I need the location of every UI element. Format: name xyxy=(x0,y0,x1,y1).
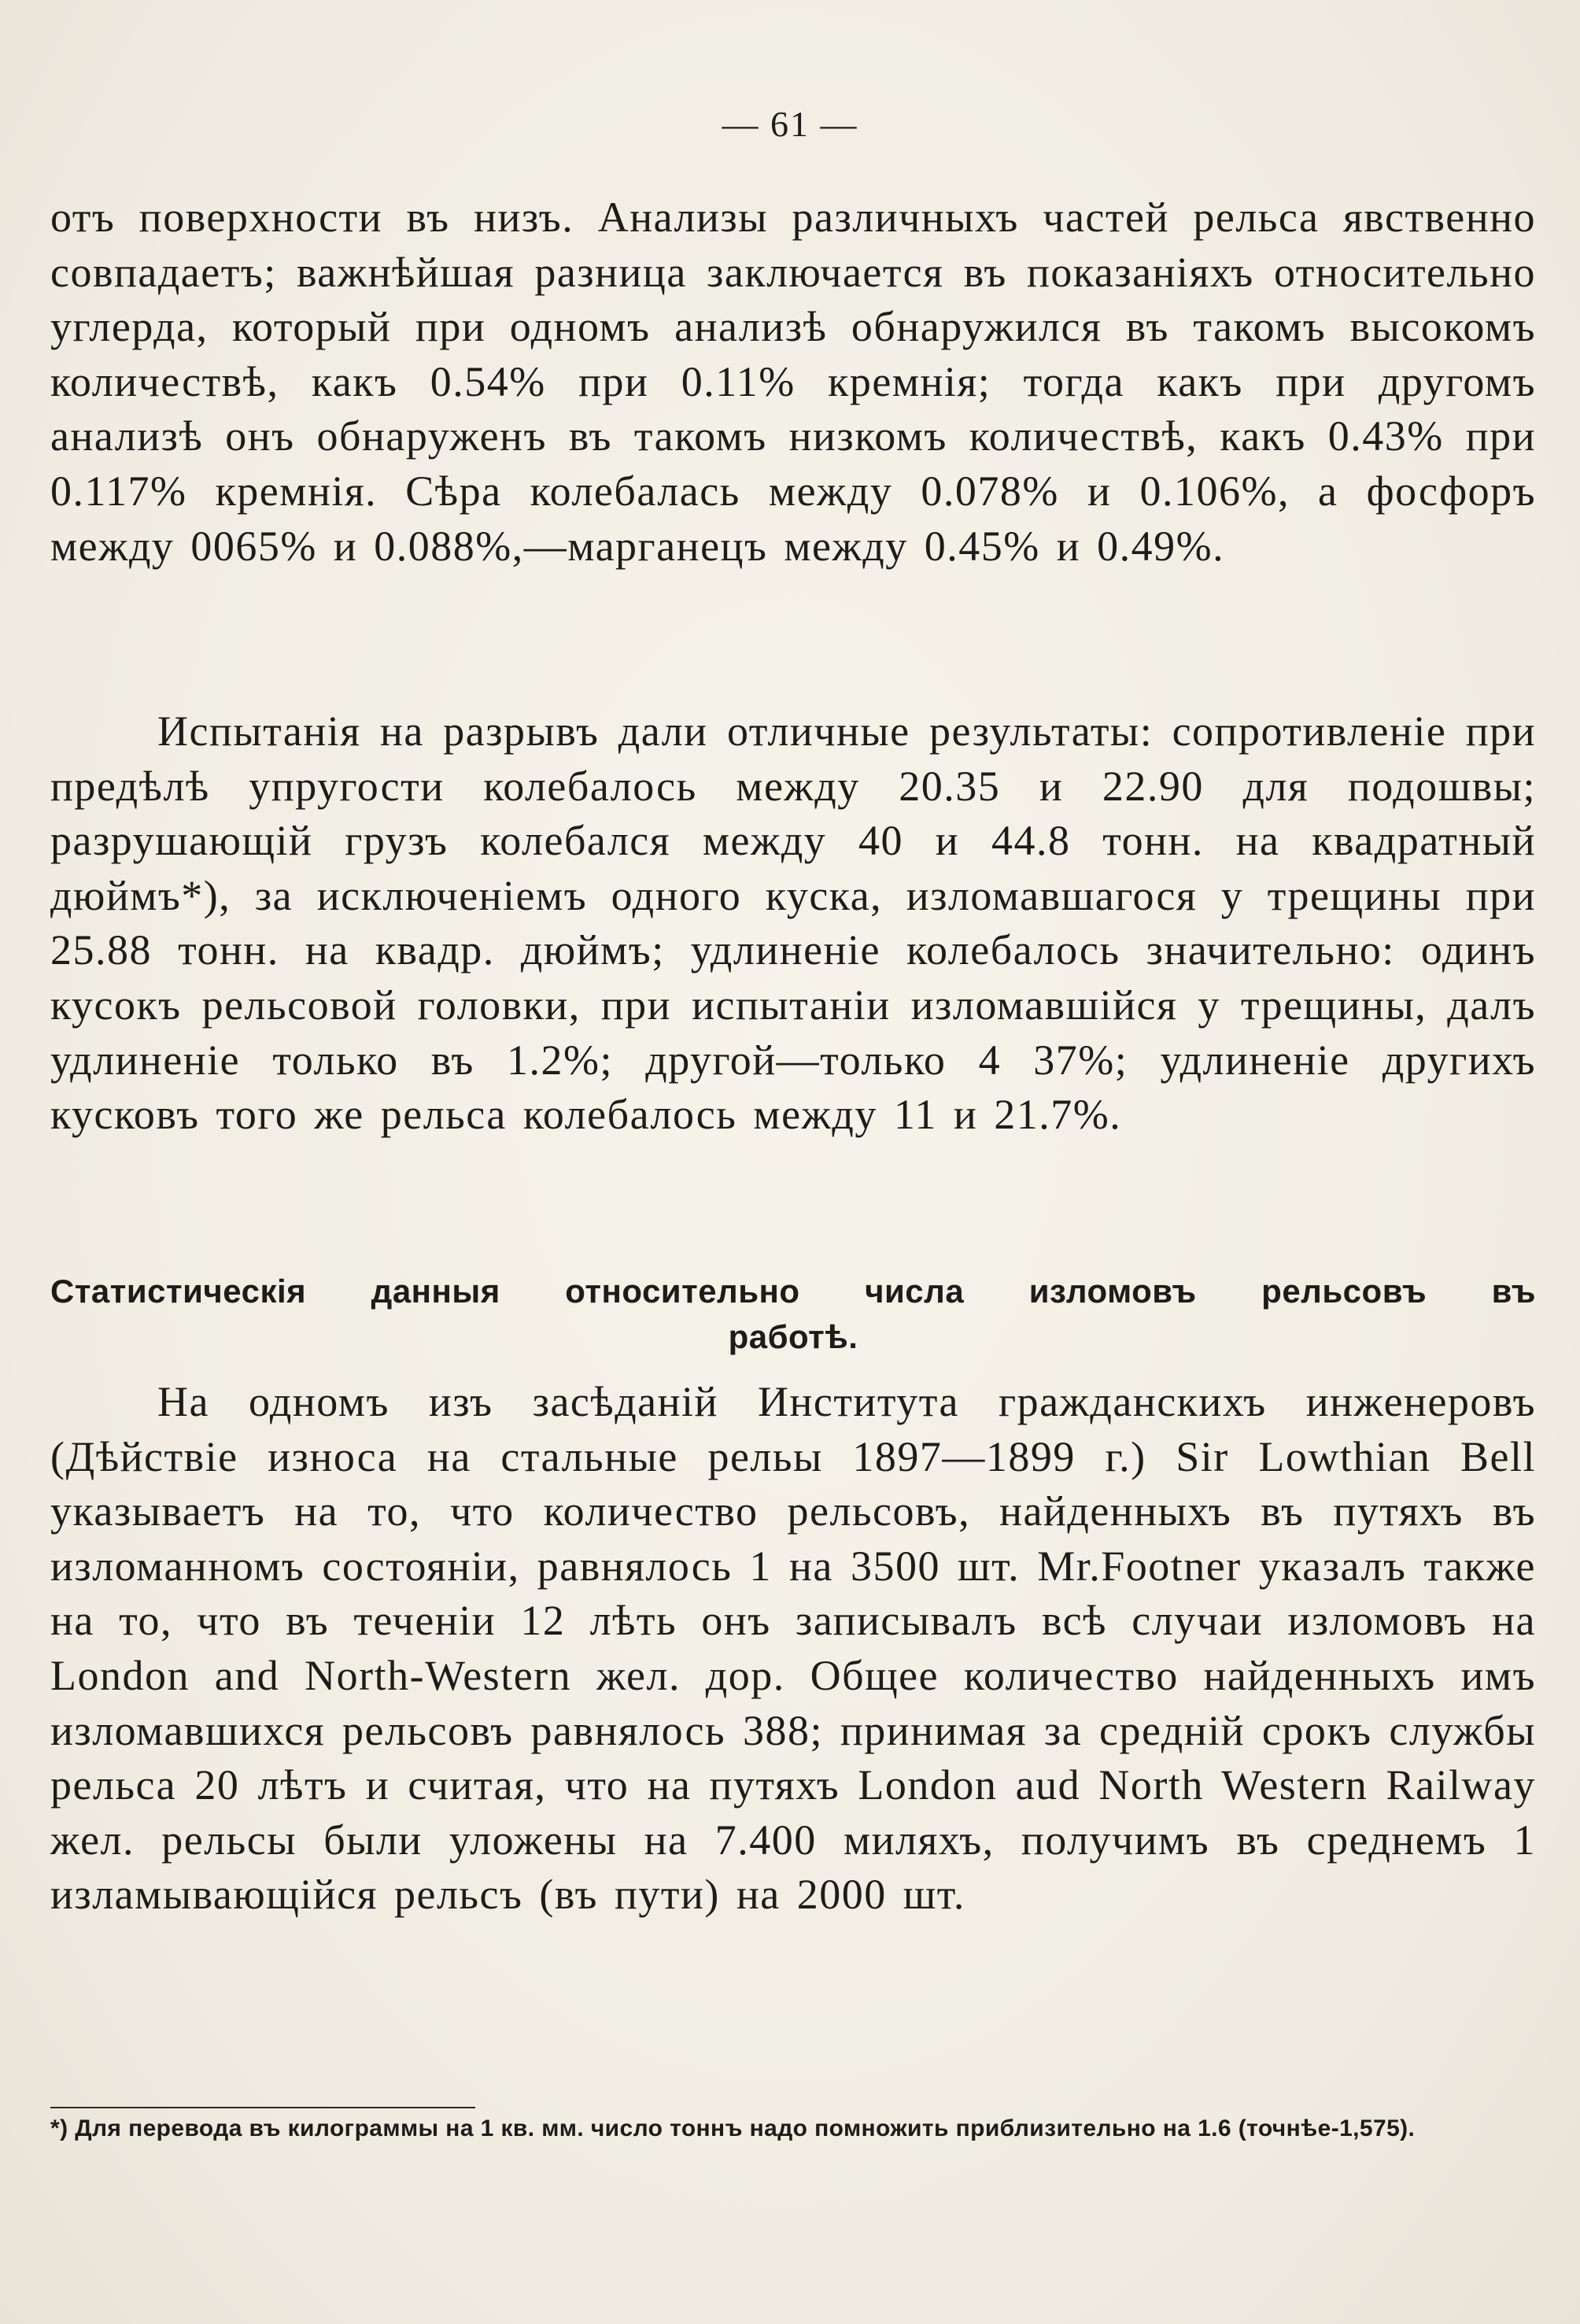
footnote-divider xyxy=(50,2107,475,2108)
section-heading-line: работѣ. xyxy=(728,1318,858,1355)
page-number: — 61 — xyxy=(722,104,858,144)
paragraph-tensile-tests xyxy=(50,704,1536,1143)
paragraph-text: На одномъ изъ засѣданій Института гражданскихъ инженеровъ (Дѣйствіе износа на стальные рельы 1897—1899 г.) Sir Lowthian Bell указываетъ на то, что количество рельсовъ, найденныхъ въ путяхъ въ изломанномъ состояніи, равнялось 1 на 3500 шт. Mr.Footner указалъ также на то, что въ теченіи 12 лѣть онъ записывалъ всѣ случаи изломовъ на London and North-Western жел. дор. Общее количество найденныхъ имъ изломавшихся рельсовъ равнялось 388; принимая за среднiй срокъ службы рельса 20 лѣтъ и считая, что на путяхъ London aud North Western Railway жел. рельсы были уложены на 7.400 миляхъ, получимъ въ среднемъ 1 изламывающійся рельсъ (въ пути) на 2000 шт. xyxy=(50,1378,1536,1919)
paragraph-analyses xyxy=(50,190,1536,574)
paragraph-text: отъ поверхности въ низъ. Анализы различныхъ частей рельса явственно совпадаетъ; важнѣйшая разница заключается въ показаніяхъ относительно углерда, который при одномъ анализѣ обнаружился въ такомъ высокомъ количествѣ, какъ 0.54% при 0.11% кремнія; тогда какъ при другомъ анализѣ онъ обнаруженъ въ такомъ низкомъ количествѣ, какъ 0.43% при 0.117% кремнія. Сѣра колебалась между 0.078% и 0.106%, а фосфоръ между 0065% и 0.088%,—марганецъ между 0.45% и 0.49%. xyxy=(50,194,1536,570)
section-heading xyxy=(50,1269,1536,1360)
footnote: *) Для перевода въ килограммы на 1 кв. мм. число тоннъ надо помножить приблизительно на 1.6 (точнѣе-1,575). xyxy=(50,2115,1416,2141)
paragraph-text: Испытанія на разрывъ дали отличные результаты: сопротивленіе при предѣлѣ упругости колебалось между 20.35 и 22.90 для подошвы; разрушающій грузъ колебался между 40 и 44.8 тонн. на квадратный дюймъ*), за исключеніемъ одного куска, изломавшагося у трещины при 25.88 тонн. на квадр. дюймъ; удлиненіе колебалось значительно: одинъ кусокъ рельсовой головки, при испытаніи изломавшійся у трещины, далъ удлиненіе только въ 1.2%; другой—только 4 37%; удлиненіе другихъ кусковъ того же рельса колебалось между 11 и 21.7%. xyxy=(50,708,1536,1139)
section-heading-line: Статистическія данныя относительно числа изломовъ рельсовъ въ xyxy=(50,1273,1536,1310)
paragraph-statistics xyxy=(50,1375,1536,1923)
